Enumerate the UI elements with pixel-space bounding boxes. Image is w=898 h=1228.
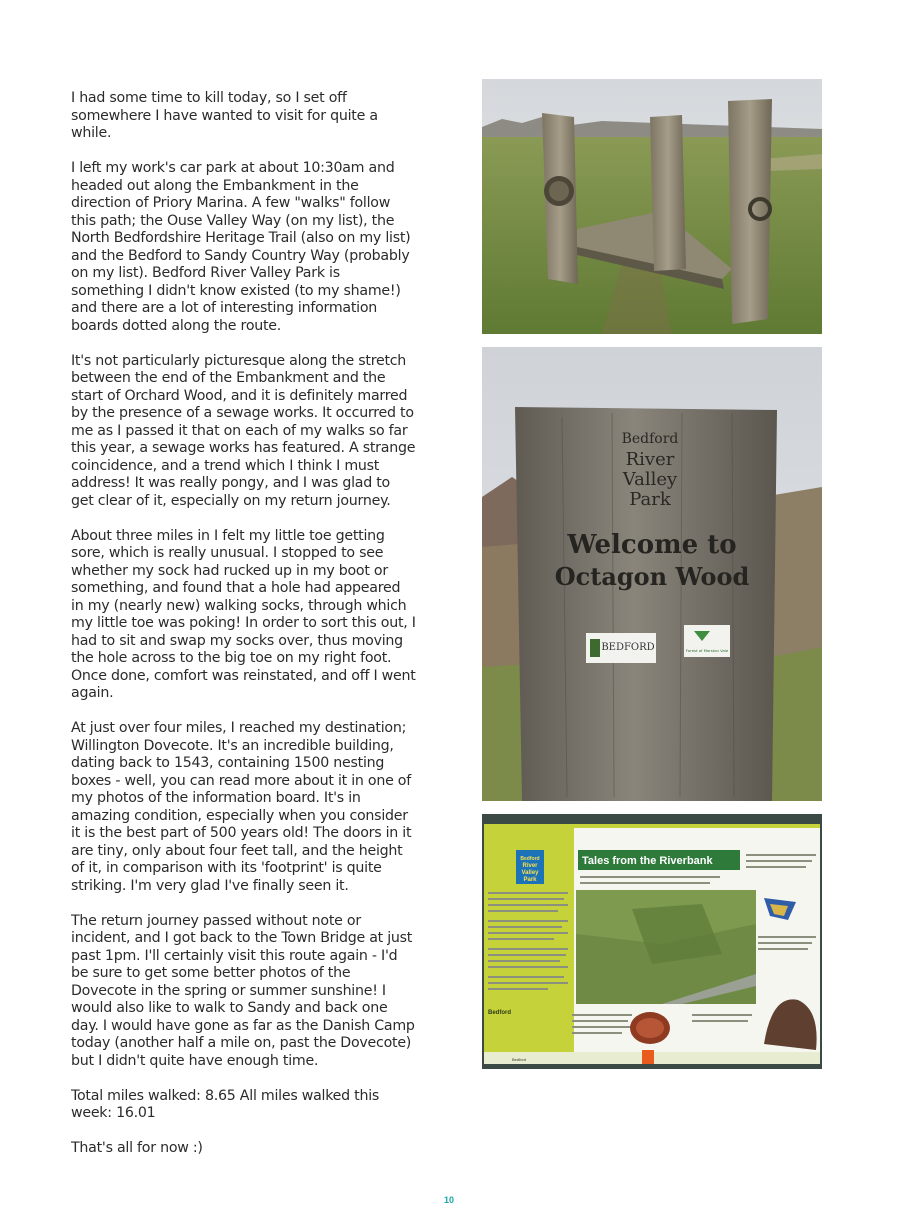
photo-welcome-sign [482,347,822,801]
badge-forest-marston-vale: Forest of Marston Vale [685,648,729,653]
sign-text-river: River [625,449,675,470]
paragraph-signoff: That's all for now :) [71,1140,203,1156]
board-logo-park: Park [523,877,537,883]
board-footer-label: Bedford [488,1010,511,1016]
paragraph-intro: I had some time to kill today, so I set off somewhere I have wanted to visit for quite a while. [71,90,378,141]
board-logo-river: River [522,863,538,869]
paragraph-return: The return journey passed without note or incident, and I got back to the Town Bridge at just past 1pm. I'll certainly visit this route again - I'd be sure to get some better photos of the Dovecote in the spring or summer sunshine! I would also like to walk to Sandy and back one day. I would have gone as far as the Danish Camp today (another half a mile on, past the Dovecote) but I didn't quite have enough time. [71,912,415,1069]
paragraph-dovecote: At just over four miles, I reached my destination; Willington Dovecote. It's an incredible building, dating back to 1543, containing 1500 nesting boxes - well, you can read more about it in one of my photos of the information board. It's in amazing condition, especially when you consider it is the best part of 500 years old! The doors in it are tiny, only about four feet tall, and the height of it, in comparison with its 'footprint' is quite striking. I'm very glad I've finally seen it. [71,720,412,894]
page-number: 10 [443,1195,454,1205]
board-logo-bedford: Bedford [520,856,540,862]
board-logo-valley: Valley [521,870,539,876]
paragraph-route: I left my work's car park at about 10:30am and headed out along the Embankment in the direction of Priory Marina. A few "walks" follow this path; the Ouse Valley Way (on my list), the North Bedfordshire Heritage Trail (also on my list) and the Bedford to Sandy Country Way (probably on my list). Bedford River Valley Park is something I didn't know existed (to my shame!) and there are a lot of interesting information boards dotted along the route. [71,160,411,334]
paragraph-sewage: It's not particularly picturesque along the stretch between the end of the Embankment and the start of Orchard Wood, and it is definitely marred by the presence of a sewage works. It occurred to me as I passed it that on each of my walks so far this year, a sewage works has featured. A strange coincidence, and a trend which I think I must address! It was really pongy, and I was glad to get clear of it, especially on my return journey. [71,352,416,509]
sign-text-park: Park [629,489,671,510]
board-title: Tales from the Riverbank [582,855,713,867]
badge-bedford: BEDFORD [601,642,655,653]
photo-information-board [482,814,822,1069]
paragraph-sock: About three miles in I felt my little toe getting sore, which is really unusual. I stopped to see whether my sock had rucked up in my boot or something, and found that a hole had appeared in my (nearly new) walking socks, through which my little toe was poking! In order to sort this out, I had to sit and swap my socks over, thus moving the hole across to the big toe on my right foot. Once done, comfort was reinstated, and off I went again. [71,527,416,701]
sign-text-octagon-wood: Octagon Wood [554,562,750,591]
sign-text-bedford: Bedford [621,431,679,447]
photo-wooden-bench [482,79,822,334]
sign-text-valley: Valley [622,469,678,490]
article-body [71,90,416,1175]
paragraph-miles: Total miles walked: 8.65 All miles walked this week: 16.01 [71,1087,380,1121]
board-footer-logo: Bedford [512,1057,527,1062]
sign-text-welcome: Welcome to [567,530,737,560]
